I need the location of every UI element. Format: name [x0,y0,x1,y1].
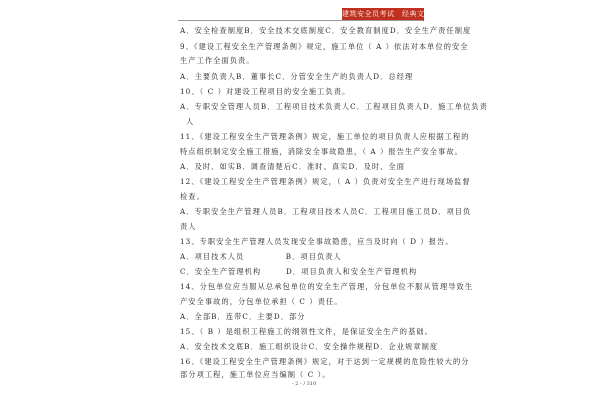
option-line-12-cont: 责人 [180,222,197,231]
option-line-15: A．安全技术交底B．施工组织设计C．安全操作规程D．企业规章制度 [180,342,439,351]
question-11: 11、《建设工程安全生产管理条例》规定，施工单位的项目负责人应根据工程的 [180,132,470,141]
question-13: 13、专职安全生产管理人员发现安全事故隐患，应当及时向（ D ）报告。 [180,237,454,246]
header-rule [178,20,423,21]
question-11-cont: 特点组织制定安全施工措施，消除安全事故隐患，（ A ）报告生产安全事故。 [180,147,463,156]
question-14-cont: 产安全事故的，分包单位承担（ C ）责任。 [180,297,343,306]
option-line-8: A．安全检查制度B．安全技术交底制度C．安全教育制度D．安全生产责任制度 [180,26,472,35]
option-line-11: A．及时、如实B．调查清楚后C．准时、真实D．及时、全面 [180,162,406,171]
question-15: 15、（ B ）是组织工程施工的纲领性文件，是保证安全生产的基础。 [180,327,433,336]
option-line-9: A．主要负责人B．董事长C．分管安全生产的负责人D．总经理 [180,72,414,81]
option-line-13a: A．项目技术人员 B．项目负责人 [180,252,342,261]
question-16-cont: 部分项工程，施工单位应当编制（ C ）。 [180,370,331,379]
question-14: 14、分包单位应当服从总承包单位的安全生产管理，分包单位不服从管理导致生 [180,282,474,291]
question-16: 16、《建设工程安全生产管理条例》规定，对于达到一定规模的危险性较大的分 [180,357,470,366]
question-12-cont: 检查。 [180,192,205,201]
option-line-13b: C．安全生产管理机构 D．项目负责人和安全生产管理机构 [180,267,418,276]
question-9-cont: 生产工作全面负责。 [180,56,255,65]
question-10: 10、（ C ）对建设工程项目的安全施工负责。 [180,87,351,96]
question-9: 9、《建设工程安全生产管理条例》规定，施工单位（ A ）依法对本单位的安全 [180,42,469,51]
header-banner: 建筑安全员考试 经典文档 [342,8,424,21]
option-line-14: A．全部B．连带C．主要D．部分 [180,312,306,321]
option-line-10-cont: 人 [186,117,195,126]
question-12: 12、《建设工程安全生产管理条例》规定，（ A ）负责对安全生产进行现场监督 [180,177,471,186]
option-line-10: A．专职安全管理人员B．工程项目技术负责人C．工程项目负责人D．施工单位负责 [180,102,488,111]
option-line-12: A．专职安全生产管理人员B．工程项目技术人员C．工程项目施工员D．项目负 [180,207,472,216]
page-number: - 2 - / 310 [292,381,317,387]
